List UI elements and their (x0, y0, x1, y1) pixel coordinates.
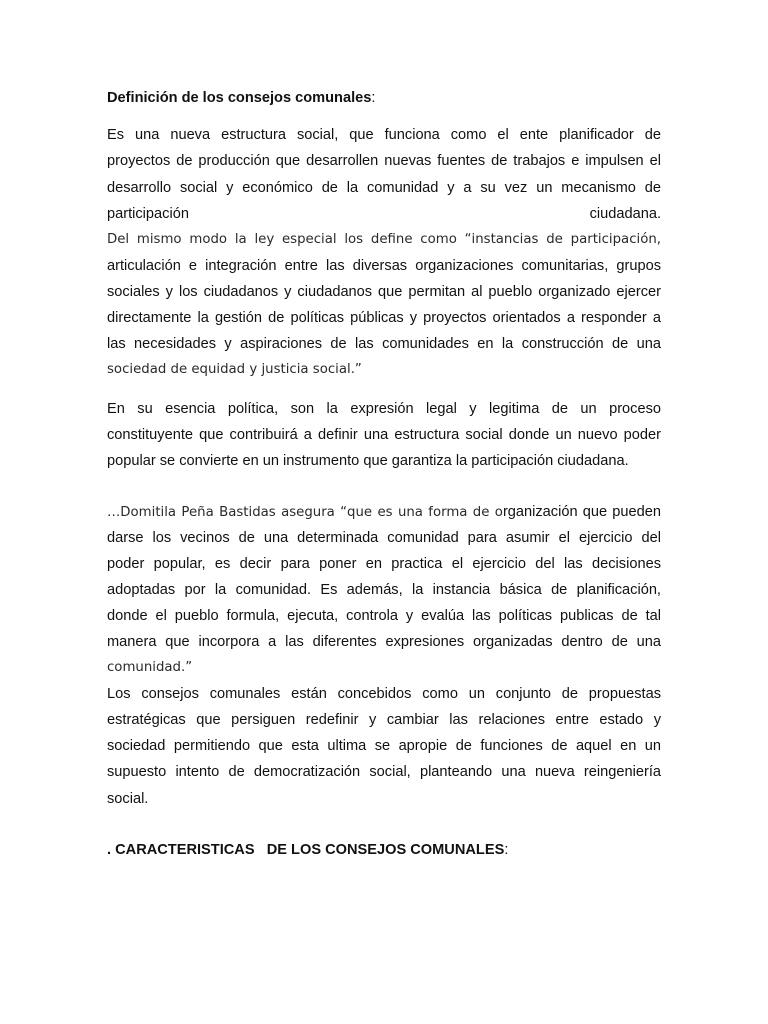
text-line: adoptadas por la comunidad. Es además, la instancia básica de planificación, (107, 582, 661, 598)
text-line: manera que incorpora a las diferentes expresiones organizadas dentro de una (107, 634, 661, 650)
text-line: poder popular, es decir para poner en practica el ejercicio del las decisiones (107, 556, 661, 572)
text-line: Es una nueva estructura social, que funciona como el ente planificador de (107, 127, 661, 143)
text-line: articulación e integración entre las diversas organizaciones comunitarias, grupos (107, 258, 661, 274)
text-line: En su esencia política, son la expresión legal y legitima de un proceso (107, 401, 661, 417)
text-line: directamente la gestión de políticas públicas y proyectos orientados a responder a (107, 310, 661, 326)
text-line: darse los vecinos de una determinada comunidad para asumir el ejercicio del (107, 530, 661, 546)
text-line: Del mismo modo la ley especial los define como “instancias de participación, (107, 232, 661, 247)
text-line: comunidad.” (107, 660, 193, 675)
text-line: estratégicas que persiguen redefinir y cambiar las relaciones entre estado y (107, 712, 661, 728)
text-line: donde el pueblo formula, ejecuta, controla y evalúa las políticas publicas de tal (107, 608, 661, 624)
text-line: supuesto intento de democratización social, planteando una nueva reingeniería (107, 764, 661, 780)
text-line: social. (107, 791, 149, 807)
section-heading-definition: Definición de los consejos comunales: (107, 90, 376, 106)
section-heading-characteristics: . CARACTERISTICAS DE LOS CONSEJOS COMUNALES: (107, 842, 509, 858)
text-line: proyectos de producción que desarrollen nuevas fuentes de trabajos e impulsen el (107, 153, 661, 169)
text-line: sociedad permitiendo que esta ultima se apropie de funciones de aquel en un (107, 738, 661, 754)
text-line: las necesidades y aspiraciones de las comunidades en la construcción de una (107, 336, 661, 352)
text-line: …Domitila Peña Bastidas asegura “que es una forma de organización que pueden (107, 504, 661, 520)
text-line: sociedad de equidad y justicia social.” (107, 362, 362, 377)
text-line: constituyente que contribuirá a definir una estructura social donde un nuevo poder (107, 427, 661, 443)
text-line: sociales y los ciudadanos y ciudadanos que permitan al pueblo organizado ejercer (107, 284, 661, 300)
text-line: desarrollo social y económico de la comunidad y a su vez un mecanismo de (107, 180, 661, 196)
text-line: participación ciudadana. (107, 206, 661, 222)
text-line: Los consejos comunales están concebidos como un conjunto de propuestas (107, 686, 661, 702)
text-line: popular se convierte en un instrumento que garantiza la participación ciudadana. (107, 453, 629, 469)
